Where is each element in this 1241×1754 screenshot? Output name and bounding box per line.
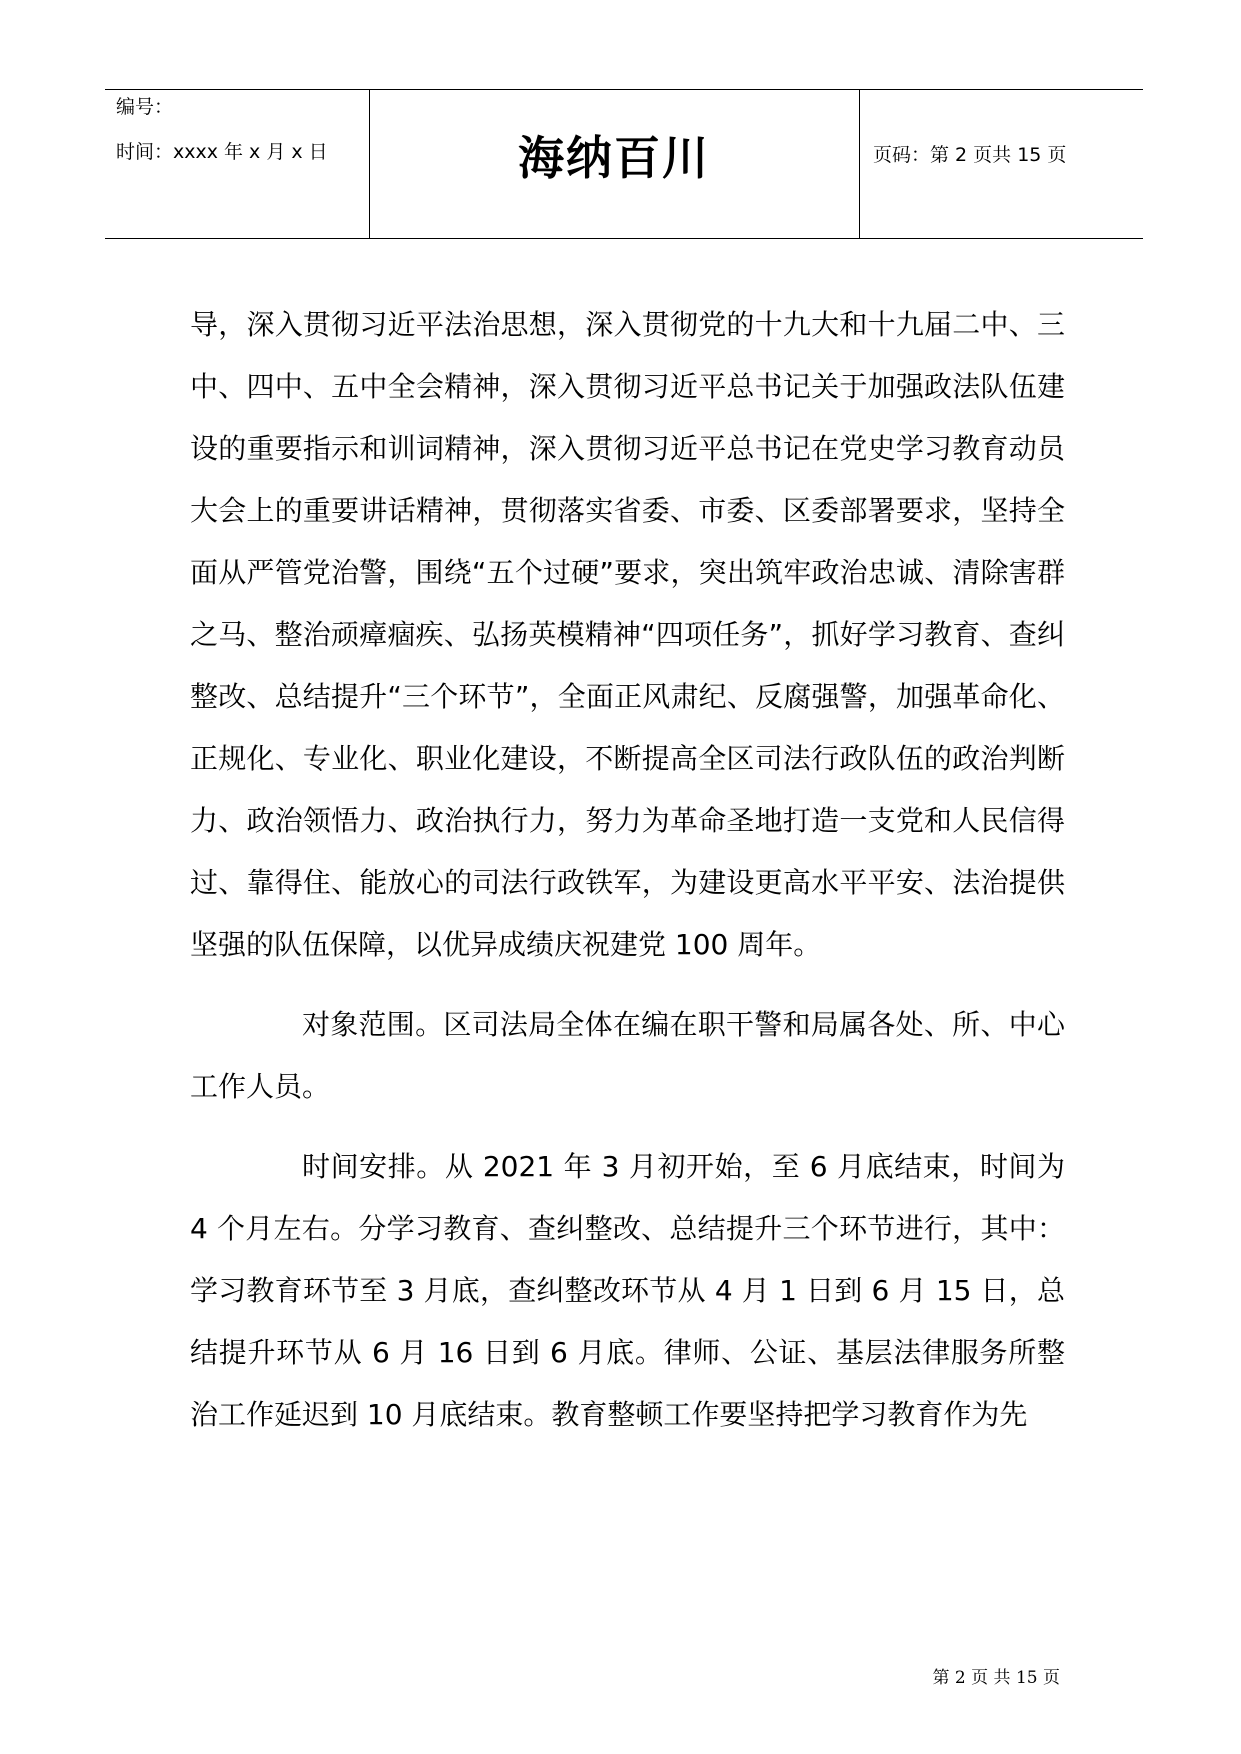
page-footer: 第 2 页 共 15 页 [932, 1668, 1060, 1688]
body-paragraph: 导，深入贯彻习近平法治思想，深入贯彻党的十九大和十九届二中、三中、四中、五中全会精神，深入贯彻习近平总书记关于加强政法队伍建设的重要指示和训词精神，深入贯彻习近平总书记在党史学习教育动员大会上的重要讲话精神，贯彻落实省委、市委、区委部署要求，坚持全面从严管党治警，围绕“五个过硬”要求，突出筑牢政治忠诚、清除害群之马、整治顽瘴痼疾、弘扬英模精神“四项任务”，抓好学习教育、查纠整改、总结提升“三个环节”，全面正风肃纪、反腐强警，加强革命化、正规化、专业化、职业化建设，不断提高全区司法行政队伍的政治判断力、政治领悟力、政治执行力，努力为革命圣地打造一支党和人民信得过、靠得住、能放心的司法行政铁军，为建设更高水平平安、法治提供坚强的队伍保障，以优异成绩庆祝建党 100 周年。 [190, 308, 1065, 961]
header-number-label: 编号： [116, 96, 174, 118]
document-header [105, 89, 1143, 239]
document-body [190, 294, 1065, 1464]
body-paragraph: 时间安排。从 2021 年 3 月初开始，至 6 月底结束，时间为 4 个月左右。分学习教育、查纠整改、总结提升三个环节进行，其中：学习教育环节至 3 月底，查纠整改环节从 4 月 1 日到 6 月 15 日，总结提升环节从 6 月 16 日到 6 月底。律师、公证、基层法律服务所整治工作延迟到 10 月底结束。教育整顿工作要坚持把学习教育作为先 [190, 1150, 1065, 1431]
body-paragraph: 对象范围。区司法局全体在编在职干警和局属各处、所、中心工作人员。 [190, 1008, 1065, 1103]
header-time-label: 时间：xxxx 年 x 月 x 日 [116, 141, 328, 163]
header-page-label: 页码：第 2 页共 15 页 [873, 144, 1067, 166]
header-title: 海纳百川 [518, 131, 710, 185]
header-divider-right [859, 90, 860, 238]
